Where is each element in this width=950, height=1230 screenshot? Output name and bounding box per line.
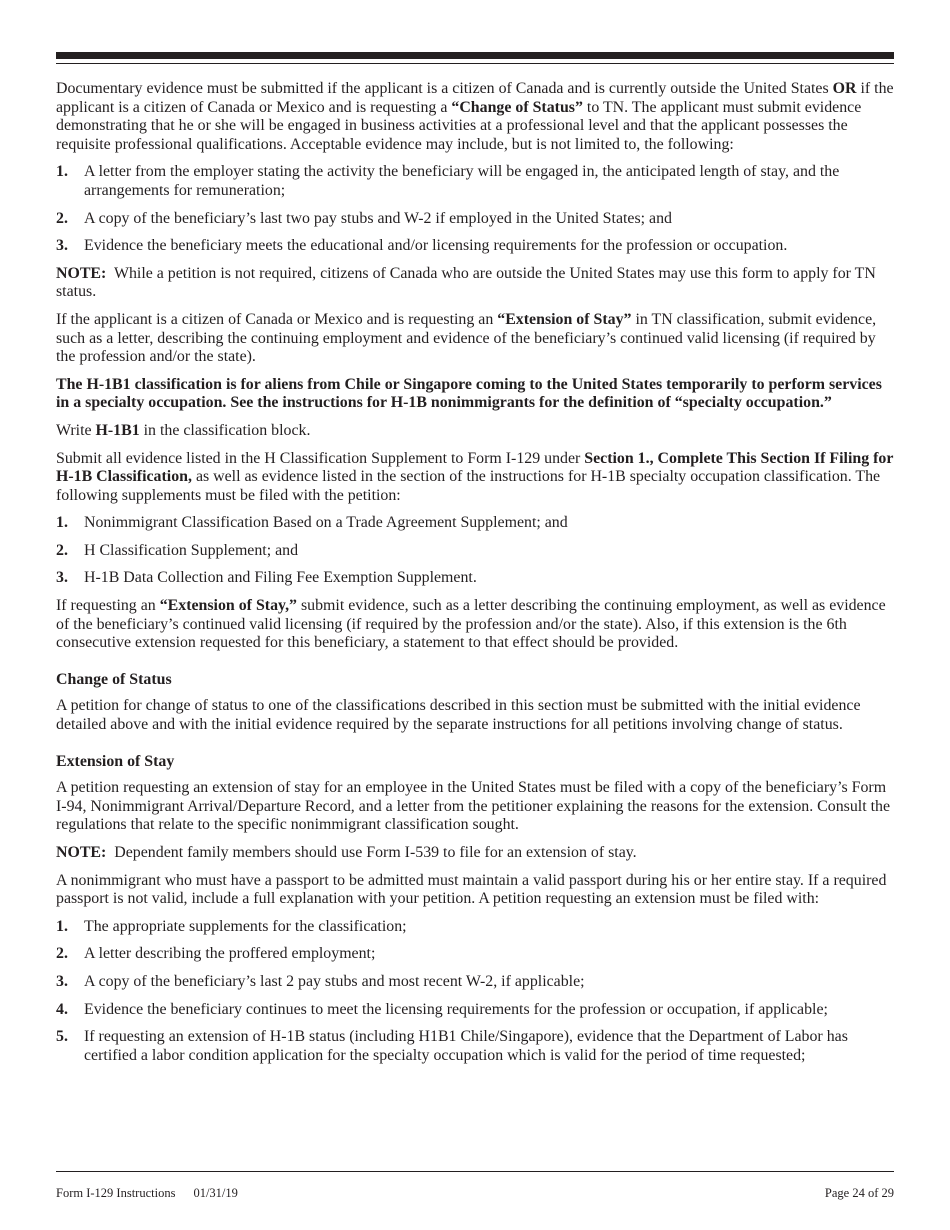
list-item: 2. A letter describing the proffered employment; xyxy=(56,945,376,963)
list-item: 3. H-1B Data Collection and Filing Fee Exemption Supplement. xyxy=(56,569,477,587)
footer-form-info xyxy=(56,1186,238,1200)
page-content xyxy=(56,80,896,1074)
note-tn-status: NOTE: While a petition is not required, citizens of Canada who are outside the United States may use this form to apply for TN status. xyxy=(56,264,880,301)
list-item: 2. A copy of the beneficiary’s last two pay stubs and W-2 if employed in the United States; and xyxy=(56,209,672,227)
list-item: 3. A copy of the beneficiary’s last 2 pay stubs and most recent W-2, if applicable; xyxy=(56,972,585,990)
footer-rule xyxy=(56,1171,894,1172)
paragraph-h1b1-evidence: Submit all evidence listed in the H Classification Supplement to Form I-129 under Section 1., Complete This Section If Filing for H-1B Classification, as well as evidence listed in the section of the instructions for H-1B specialty occupation classification. The following supplements must be filed with the petition: xyxy=(56,449,894,504)
list-item: 5. If requesting an extension of H-1B status (including H1B1 Chile/Singapore), evidence that the Department of Labor has certified a labor condition application for the specialty occupation which is valid for the period of time requested; xyxy=(56,1028,848,1064)
heading-change-of-status: Change of Status xyxy=(56,670,172,688)
paragraph-h1b1-extension: If requesting an “Extension of Stay,” submit evidence, such as a letter describing the continuing employment, as well as evidence of the beneficiary’s continued valid licensing (if required by the profession and/or the state). Also, if this extension is the 6th consecutive extension requested for this beneficiary, a statement to that effect should be provided. xyxy=(56,597,886,652)
paragraph-change-of-status: A petition for change of status to one of the classifications described in this section must be submitted with the initial evidence detailed above and with the initial evidence required by the separate instructions for all petitions involving change of status. xyxy=(56,697,861,734)
list-item: 3. Evidence the beneficiary meets the educational and/or licensing requirements for the profession or occupation. xyxy=(56,237,788,255)
list-item: 1. Nonimmigrant Classification Based on a Trade Agreement Supplement; and xyxy=(56,514,568,532)
footer-form-date: 01/31/19 xyxy=(193,1186,238,1200)
note-dependent-family: NOTE: Dependent family members should use Form I-539 to file for an extension of stay. xyxy=(56,844,637,861)
list-item: 1. The appropriate supplements for the classification; xyxy=(56,917,407,935)
footer-form-name: Form I-129 Instructions xyxy=(56,1186,176,1200)
footer-page-number: Page 24 of 29 xyxy=(824,1186,894,1200)
list-item: 1. A letter from the employer stating the activity the beneficiary will be engaged in, the anticipated length of stay, and the arrangements for remuneration; xyxy=(56,163,840,199)
paragraph-passport: A nonimmigrant who must have a passport to be admitted must maintain a valid passport during his or her entire stay. If a required passport is not valid, include a full explanation with your petition. A petition requesting an extension must be filed with: xyxy=(56,871,887,908)
paragraph-extension-of-stay: A petition requesting an extension of stay for an employee in the United States must be filed with a copy of the beneficiary’s Form I-94, Nonimmigrant Arrival/Departure Record, and a letter from the petitioner explaining the reasons for the extension. Consult the regulations that relate to the specific nonimmigrant classification sought. xyxy=(56,779,891,834)
list-item: 2. H Classification Supplement; and xyxy=(56,541,299,559)
heading-extension-of-stay: Extension of Stay xyxy=(56,752,175,770)
paragraph-write-classification: Write H-1B1 in the classification block. xyxy=(56,421,311,439)
header-rule-thick xyxy=(56,52,894,59)
paragraph-tn-extension: If the applicant is a citizen of Canada or Mexico and is requesting an “Extension of Stay” in TN classification, submit evidence, such as a letter, describing the continuing employment and evidence of the beneficiary’s continued valid licensing (if required by the profession and/or the state). xyxy=(56,310,877,366)
list-item: 4. Evidence the beneficiary continues to meet the licensing requirements for the profession or occupation, if applicable; xyxy=(56,1000,828,1018)
paragraph-h1b1-intro: The H-1B1 classification is for aliens from Chile or Singapore coming to the United States temporarily to perform services in a specialty occupation. See the instructions for H-1B nonimmigrants for the definition of “specialty occupation.” xyxy=(56,375,882,412)
header-rule-thin xyxy=(56,63,894,64)
page-footer xyxy=(56,1186,894,1200)
paragraph-tn-evidence: Documentary evidence must be submitted if the applicant is a citizen of Canada and is currently outside the United States OR if the applicant is a citizen of Canada or Mexico and is requesting a “Change of Status” to TN. The applicant must submit evidence demonstrating that he or she will be engaged in business activities at a professional level and that the applicant possesses the requisite professional qualifications. Acceptable evidence may include, but is not limited to, the following: xyxy=(56,80,894,153)
